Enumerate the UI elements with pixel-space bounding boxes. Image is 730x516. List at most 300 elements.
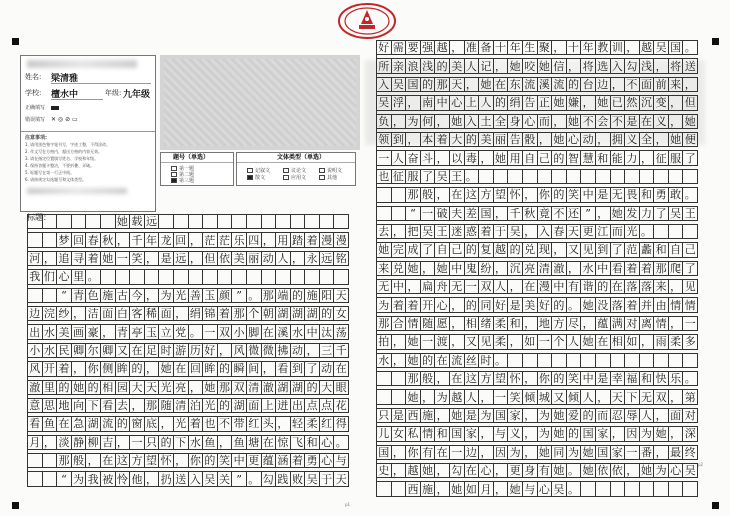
grid-cell: 对 (625, 317, 640, 331)
grid-cell: 出 (28, 325, 43, 339)
grid-cell: 又 (465, 335, 480, 349)
grid-cell: 落 (625, 280, 640, 294)
grid-cell: 笑 (567, 372, 582, 386)
essay-grid-left[interactable] (27, 214, 349, 487)
grid-cell: ， (435, 464, 450, 478)
grid-cell: 流 (552, 78, 567, 92)
genre-select-box (236, 152, 356, 186)
grid-cell: 边 (596, 78, 611, 92)
grid-cell: 南 (421, 96, 436, 110)
genre-option-4[interactable]: 散文 (247, 174, 265, 181)
grid-cell: 千 (130, 233, 145, 247)
grid-cell: 中 (596, 262, 611, 276)
grid-cell: 又 (116, 344, 131, 358)
grid-cell: 是 (508, 298, 523, 312)
grid-row (377, 427, 698, 441)
grid-cell: 永 (305, 252, 320, 266)
grid-cell: 女 (392, 427, 407, 441)
grid-row (377, 133, 698, 147)
grid-cell: 丽 (247, 252, 262, 266)
grid-cell: ， (611, 427, 626, 441)
grid-cell: 王 (450, 170, 465, 184)
grid-cell: 忍 (611, 409, 626, 423)
grid-cell: 那 (218, 381, 233, 395)
grid-cell: 如 (523, 335, 538, 349)
grid-cell: ， (611, 78, 626, 92)
grid-cell: ， (291, 252, 306, 266)
grid-cell: 双 (654, 390, 669, 404)
grid-cell: 底 (145, 417, 160, 431)
grid-cell (276, 270, 291, 284)
grid-cell: 人 (479, 96, 494, 110)
grid-cell: 她 (581, 335, 596, 349)
grid-cell: 是 (596, 372, 611, 386)
grid-cell: ， (421, 390, 436, 404)
grid-cell: 越 (450, 390, 465, 404)
grid-cell: 回 (189, 362, 204, 376)
grid-row (377, 207, 698, 221)
grid-cell: 要 (406, 41, 421, 55)
grid-cell (189, 215, 204, 229)
grid-cell (86, 215, 101, 229)
grid-cell: 她 (406, 354, 421, 368)
grid-cell: 善 (189, 289, 204, 303)
grid-cell: ， (392, 354, 407, 368)
grid-cell (625, 482, 640, 496)
grid-cell: 里 (72, 270, 87, 284)
grid-cell: 柔 (494, 317, 509, 331)
grid-cell: 私 (406, 427, 421, 441)
grid-cell: 依 (596, 464, 611, 478)
grid-cell (479, 170, 494, 184)
grid-cell (538, 354, 553, 368)
grid-cell: 雨 (654, 335, 669, 349)
grid-cell: ， (669, 317, 684, 331)
grid-cell: 如 (625, 335, 640, 349)
grid-row (28, 233, 349, 247)
grid-cell: ， (596, 390, 611, 404)
grid-cell (596, 170, 611, 184)
grid-cell: 你 (538, 372, 553, 386)
grid-cell (669, 482, 684, 496)
grid-cell (291, 270, 306, 284)
grid-cell: 急 (72, 417, 87, 431)
grid-cell: ， (130, 399, 145, 413)
topic-option-2[interactable]: 第二题 (171, 171, 194, 178)
grid-row (377, 464, 698, 478)
grid-cell: 着 (86, 252, 101, 266)
grid-cell (174, 270, 189, 284)
grid-cell: ， (479, 390, 494, 404)
grid-cell: 中 (581, 372, 596, 386)
grid-cell: ， (683, 78, 698, 92)
grid-cell: 意 (28, 399, 43, 413)
grid-cell: 的 (435, 59, 450, 73)
grid-cell: 着 (189, 417, 204, 431)
grid-cell: 十 (494, 41, 509, 55)
grid-cell: 大 (130, 381, 145, 395)
grid-cell: 一 (421, 335, 436, 349)
grid-cell: 同 (552, 446, 567, 460)
grid-cell: ， (262, 362, 277, 376)
grid-cell: 怀 (508, 372, 523, 386)
grid-cell (581, 482, 596, 496)
grid-cell: 吴 (552, 482, 567, 496)
grid-cell: 本 (421, 133, 436, 147)
grid-cell: 在 (101, 454, 116, 468)
grid-cell: 方 (479, 188, 494, 202)
grid-cell: 那 (654, 262, 669, 276)
grid-cell: 在 (611, 280, 626, 294)
grid-cell: 她 (435, 262, 450, 276)
grid-cell: 又 (567, 243, 582, 257)
grid-cell: 尽 (567, 317, 582, 331)
grid-cell: 去 (116, 399, 131, 413)
grid-cell: 为 (538, 409, 553, 423)
grid-cell: 了 (611, 243, 626, 257)
grid-cell: 笑 (130, 252, 145, 266)
grid-cell: 天 (611, 390, 626, 404)
grid-cell: 畏 (625, 188, 640, 202)
grid-cell: 们 (43, 270, 58, 284)
grid-cell: 在 (465, 464, 480, 478)
grid-row (377, 243, 698, 257)
grid-cell: 并 (640, 298, 655, 312)
name-label: 姓名: (25, 73, 42, 81)
grid-cell: 这 (116, 454, 131, 468)
grid-cell (392, 188, 407, 202)
grid-cell: 看 (101, 399, 116, 413)
grid-cell: 鱼 (203, 436, 218, 450)
grid-cell: 那 (232, 307, 247, 321)
grid-cell: 溪 (276, 325, 291, 339)
grid-cell (392, 482, 407, 496)
grid-cell: 依 (218, 252, 233, 266)
grid-cell: 远 (174, 252, 189, 266)
grid-cell: 她 (596, 96, 611, 110)
grid-cell: 准 (465, 41, 480, 55)
grid-row (28, 215, 349, 229)
grid-cell: 地 (538, 317, 553, 331)
grid-cell: 绢 (189, 307, 204, 321)
grid-cell: 个 (247, 307, 262, 321)
topic-option-1[interactable]: 第一题 (171, 165, 194, 172)
grid-cell: 的 (421, 78, 436, 92)
grid-cell: ， (523, 446, 538, 460)
grid-cell: 那 (435, 78, 450, 92)
grid-cell (57, 215, 72, 229)
grid-cell: 告 (508, 133, 523, 147)
grid-cell: 水 (189, 436, 204, 450)
grid-cell: 红 (320, 417, 335, 431)
grid-cell: 人 (392, 151, 407, 165)
grid-cell: 湖 (276, 381, 291, 395)
grid-cell: 多 (683, 335, 698, 349)
grid-cell: 竟 (538, 207, 553, 221)
grid-cell (320, 270, 335, 284)
grid-cell (43, 215, 58, 229)
grid-cell: 一 (494, 390, 509, 404)
grid-cell: 施 (421, 409, 436, 423)
grid-cell: 。 (683, 188, 698, 202)
grid-cell: 湖 (86, 417, 101, 431)
grid-cell: 大 (450, 133, 465, 147)
grid-cell: 光 (174, 417, 189, 431)
grid-cell: 游 (174, 344, 189, 358)
grid-cell: 足 (145, 344, 160, 358)
grid-cell (218, 270, 233, 284)
grid-cell: 水 (581, 262, 596, 276)
grid-cell: 。 (189, 325, 204, 339)
grid-cell: 为 (159, 289, 174, 303)
grid-cell: ， (494, 207, 509, 221)
grid-cell: 王 (435, 225, 450, 239)
grid-cell: 在 (435, 354, 450, 368)
grid-cell: 番 (640, 446, 655, 460)
grid-cell: 人 (465, 59, 480, 73)
grid-cell: 红 (247, 417, 262, 431)
grid-cell: 个 (552, 335, 567, 349)
grid-cell: 在 (596, 335, 611, 349)
grid-cell: ， (435, 151, 450, 165)
grid-row (377, 390, 698, 404)
grid-cell: 和 (640, 188, 655, 202)
grid-cell: 人 (494, 280, 509, 294)
grid-cell: 锦 (203, 307, 218, 321)
grid-cell: 为 (479, 409, 494, 423)
grid-cell: 王 (683, 207, 698, 221)
grid-cell (669, 170, 684, 184)
grid-cell: 夫 (450, 207, 465, 221)
grid-cell: 下 (174, 436, 189, 450)
grid-cell: 回 (174, 233, 189, 247)
grid-cell: 女 (334, 307, 349, 321)
grid-cell: 了 (421, 243, 436, 257)
grid-cell: 心 (320, 436, 335, 450)
grid-cell (581, 354, 596, 368)
grid-cell: 了 (421, 170, 436, 184)
grid-cell: 无 (640, 390, 655, 404)
genre-option-3[interactable]: 说明文 (319, 167, 342, 174)
grid-cell (320, 215, 335, 229)
grid-cell: ， (479, 151, 494, 165)
grid-cell (377, 207, 392, 221)
grid-cell: ， (189, 233, 204, 247)
grid-row (377, 409, 698, 423)
grid-cell: 聚 (538, 41, 553, 55)
grid-cell: 方 (479, 372, 494, 386)
grid-cell: 的 (291, 289, 306, 303)
grid-cell (683, 354, 698, 368)
grid-cell: ， (145, 472, 160, 486)
grid-cell: 她 (479, 78, 494, 92)
grid-cell: 一 (450, 446, 465, 460)
grid-cell (625, 170, 640, 184)
grid-cell: 水 (291, 325, 306, 339)
grid-cell: 于 (320, 472, 335, 486)
grid-cell: 千 (334, 344, 349, 358)
grid-cell: 施 (101, 289, 116, 303)
grid-cell: ” (232, 289, 247, 303)
topic-select-box (160, 152, 234, 186)
essay-grid-right[interactable] (376, 40, 698, 497)
grid-cell: 的 (494, 96, 509, 110)
grid-cell: 渡 (435, 335, 450, 349)
grid-cell: 。 (247, 472, 262, 486)
grid-cell: 还 (567, 207, 582, 221)
grid-row (377, 115, 698, 129)
grid-cell: 变 (654, 96, 669, 110)
grid-cell (392, 372, 407, 386)
grid-cell: 好 (377, 41, 392, 55)
school-label: 学校: (25, 89, 42, 97)
barcode-area (160, 55, 360, 150)
grid-cell: ， (654, 409, 669, 423)
grid-cell (101, 215, 116, 229)
grid-cell: 国 (450, 427, 465, 441)
grid-cell: ， (450, 335, 465, 349)
grid-cell: ， (538, 133, 553, 147)
grid-cell: 塘 (247, 436, 262, 450)
grid-cell: 蠡 (640, 243, 655, 257)
grid-cell: 到 (392, 133, 407, 147)
grid-cell (116, 270, 131, 284)
grid-cell: ， (450, 317, 465, 331)
grid-cell: 正 (538, 96, 553, 110)
notes-title: 注意事项: (25, 135, 47, 141)
grid-cell: 为 (654, 464, 669, 478)
grid-cell: 她 (508, 59, 523, 73)
genre-option-5[interactable]: 应用文 (283, 174, 306, 181)
grid-cell: 到 (291, 362, 306, 376)
genre-option-2[interactable]: 议论文 (283, 167, 306, 174)
grid-cell: 所 (377, 59, 392, 73)
grid-cell: ， (654, 59, 669, 73)
grid-cell: 和 (654, 243, 669, 257)
grid-row (377, 446, 698, 460)
grid-cell (145, 270, 160, 284)
grid-cell: 去 (377, 225, 392, 239)
grid-cell (334, 270, 349, 284)
grid-cell: 澈 (262, 381, 277, 395)
note-5: 5. 标题写在第一行正中间。 (25, 170, 75, 175)
grid-cell: 相 (611, 335, 626, 349)
grid-cell: 践 (276, 472, 291, 486)
grid-cell: ， (116, 233, 131, 247)
grid-cell: 国 (479, 207, 494, 221)
grid-cell: 天 (334, 289, 349, 303)
grid-cell: 洁 (86, 307, 101, 321)
grid-row (28, 344, 349, 358)
grid-cell (203, 270, 218, 284)
grid-cell (523, 170, 538, 184)
grid-cell: 爱 (567, 409, 582, 423)
grid-cell: 的 (203, 454, 218, 468)
grid-cell: 迸 (276, 399, 291, 413)
grid-cell: 但 (203, 252, 218, 266)
note-1: 1. 请用黑色签字笔书写，字迹工整，不得涂改。 (25, 142, 111, 147)
grid-cell: 于 (494, 225, 509, 239)
grid-cell: ， (406, 96, 421, 110)
grade-label: 年级: (105, 89, 122, 97)
grid-cell: 拂 (276, 344, 291, 358)
grid-cell: 一 (116, 252, 131, 266)
grid-cell: 丝 (465, 354, 480, 368)
grid-row (28, 417, 349, 431)
grid-cell: 今 (130, 289, 145, 303)
grid-cell: 端 (276, 289, 291, 303)
grid-cell: 她 (581, 464, 596, 478)
grid-cell: ， (392, 335, 407, 349)
grid-cell: ， (189, 252, 204, 266)
grid-cell: 在 (435, 446, 450, 460)
correct-fill-row (21, 104, 155, 116)
grid-cell: 。 (247, 289, 262, 303)
grid-cell (377, 390, 392, 404)
grid-cell: 天 (567, 225, 582, 239)
topic-option-3[interactable]: 第三题 (171, 177, 194, 184)
grid-cell: 远 (320, 252, 335, 266)
grid-cell: 全 (640, 133, 655, 147)
grid-cell: 上 (465, 96, 480, 110)
grid-cell: 无 (611, 188, 626, 202)
grid-cell: 为 (72, 472, 87, 486)
grid-row (377, 262, 698, 276)
grid-cell: 小 (232, 325, 247, 339)
grid-cell: 春 (86, 233, 101, 247)
grid-cell: ， (669, 280, 684, 294)
grid-cell: 吴 (421, 225, 436, 239)
grid-cell: 那 (145, 399, 160, 413)
genre-option-6[interactable]: 其他 (319, 174, 337, 181)
grid-cell: 她 (450, 482, 465, 496)
grid-cell: 清 (247, 381, 262, 395)
grid-cell: 更 (247, 454, 262, 468)
grid-cell: 她 (406, 262, 421, 276)
grid-cell: 天 (450, 78, 465, 92)
corner-mark-top-right (712, 38, 719, 45)
genre-option-1[interactable]: 记叙文 (247, 167, 270, 174)
grid-cell: 茫 (218, 233, 233, 247)
grid-cell: 来 (654, 280, 669, 294)
grid-cell (101, 270, 116, 284)
grid-cell: ， (479, 427, 494, 441)
grid-cell: 强 (421, 41, 436, 55)
grid-cell: 何 (421, 115, 436, 129)
grid-cell: 施 (305, 289, 320, 303)
grid-cell: ， (669, 115, 684, 129)
grid-cell: 合 (392, 317, 407, 331)
grid-cell: 情 (654, 317, 669, 331)
grid-cell: 她 (101, 252, 116, 266)
grid-cell: 她 (552, 133, 567, 147)
grid-cell: 浅 (640, 59, 655, 73)
grid-cell: 铭 (334, 252, 349, 266)
grid-cell: 来 (669, 78, 684, 92)
grid-cell: 国 (669, 41, 684, 55)
grid-cell: 笑 (567, 188, 582, 202)
grid-cell: 党 (174, 325, 189, 339)
grid-cell: 柔 (305, 417, 320, 431)
grid-row (28, 436, 349, 450)
grid-cell: ， (552, 243, 567, 257)
grid-row (28, 381, 349, 395)
grid-cell: ， (72, 307, 87, 321)
grid-cell: ， (552, 115, 567, 129)
grid-cell: ， (494, 262, 509, 276)
grid-cell: 土 (479, 115, 494, 129)
grid-cell: 豪 (86, 325, 101, 339)
